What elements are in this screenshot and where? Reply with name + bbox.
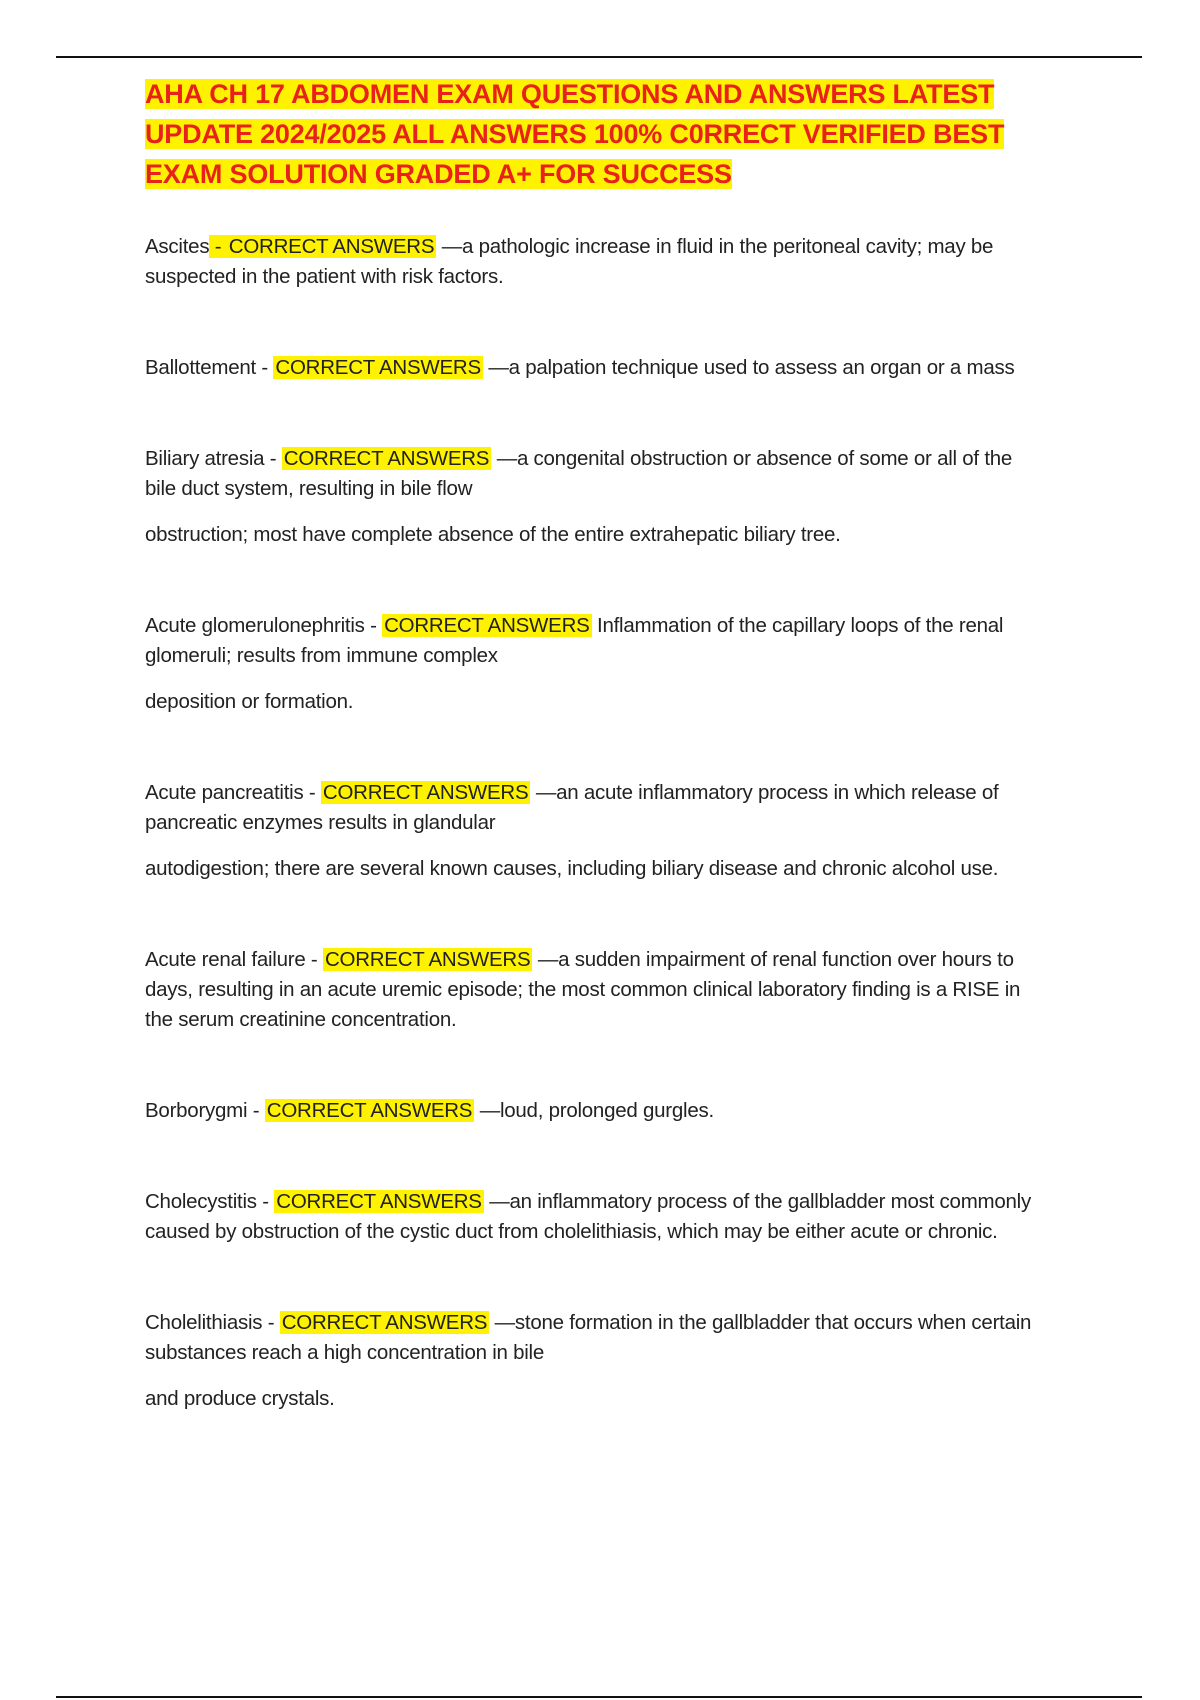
correct-answers-label: CORRECT ANSWERS [228,235,435,258]
entry-term: Ascites [145,235,210,258]
entry-term: Acute renal failure [145,948,306,971]
entry-definition-continued: autodigestion; there are several known causes, including biliary disease and chronic alcohol use. [145,857,999,880]
document-title [145,74,1045,194]
bottom-rule [56,1696,1142,1698]
entry-term: Acute pancreatitis [145,781,304,804]
top-rule [56,56,1142,58]
entry-definition: —a pathologic increase in fluid in the peritoneal cavity; may be suspected in the patient with risk factors. [145,235,994,288]
entry-definition: —loud, prolonged gurgles. [479,1099,714,1122]
title-line: EXAM SOLUTION GRADED A+ FOR SUCCESS [145,159,732,189]
entry-term: Cholelithiasis [145,1311,263,1334]
correct-answers-label: CORRECT ANSWERS [276,1190,482,1213]
glossary-entry: Acute renal failure - CORRECT ANSWERS —a sudden impairment of renal function over hours to days, resulting in an acute uremic episode; the most common clinical laboratory finding is a RISE in the serum creatinine concentration. [145,948,1021,1031]
title-line: AHA CH 17 ABDOMEN EXAM QUESTIONS AND ANSWERS LATEST [145,79,995,109]
entry-definition-continued: and produce crystals. [145,1387,335,1410]
entry-definition: —an inflammatory process of the gallbladder most commonly caused by obstruction of the cystic duct from cholelithiasis, which may be either acute or chronic. [145,1190,1031,1243]
glossary-entry: Acute glomerulonephritis - CORRECT ANSWERS Inflammation of the capillary loops of the renal glomeruli; results from immune complex deposition or formation. [145,611,1045,717]
correct-answers-label: CORRECT ANSWERS [266,1099,473,1122]
correct-answers-label: CORRECT ANSWERS [324,948,531,971]
title-line: UPDATE 2024/2025 ALL ANSWERS 100% C0RRECT VERIFIED BEST [145,119,1005,149]
correct-answers-label: CORRECT ANSWERS [283,447,490,470]
glossary-entry: Cholecystitis - CORRECT ANSWERS —an inflammatory process of the gallbladder most commonly caused by obstruction of the cystic duct from cholelithiasis, which may be either acute or chronic. [145,1190,1031,1243]
entry-definition: —an acute inflammatory process in which release of pancreatic enzymes results in glandular [145,781,999,834]
entry-definition: Inflammation of the capillary loops of the renal glomeruli; results from immune complex [145,614,1004,667]
entry-term: Ballottement [145,356,256,379]
entry-term: Biliary atresia [145,447,265,470]
glossary-entry: Ascites - CORRECT ANSWERS —a pathologic increase in fluid in the peritoneal cavity; may be suspected in the patient with risk factors. [145,235,994,288]
glossary-entry: Cholelithiasis - CORRECT ANSWERS —stone formation in the gallbladder that occurs when certain substances reach a high concentration in bile and produce crystals. [145,1308,1045,1414]
entry-definition-continued: obstruction; most have complete absence of the entire extrahepatic biliary tree. [145,523,841,546]
entry-term: Borborygmi [145,1099,248,1122]
glossary-entry: Borborygmi - CORRECT ANSWERS —loud, prolonged gurgles. [145,1099,714,1122]
glossary-entry: Acute pancreatitis - CORRECT ANSWERS —an acute inflammatory process in which release of pancreatic enzymes results in glandular autodigestion; there are several known causes, including biliary disease and chronic alcohol use. [145,778,1045,884]
entry-definition-continued: deposition or formation. [145,690,354,713]
glossary-entry: Biliary atresia - CORRECT ANSWERS —a congenital obstruction or absence of some or all of the bile duct system, resulting in bile flow obstruction; most have complete absence of the entire extrahepatic biliary tree. [145,444,1045,550]
entry-term: Cholecystitis [145,1190,257,1213]
entry-definition: —a sudden impairment of renal function over hours to days, resulting in an acute uremic episode; the most common clinical laboratory finding is a RISE in the serum creatinine concentration. [145,948,1021,1031]
entry-definition: —stone formation in the gallbladder that occurs when certain substances reach a high concentration in bile [145,1311,1032,1364]
entry-term: Acute glomerulonephritis [145,614,365,637]
entry-definition: —a congenital obstruction or absence of some or all of the bile duct system, resulting in bile flow [145,447,1013,500]
entry-definition: —a palpation technique used to assess an organ or a mass [488,356,1015,379]
glossary-entry: Ballottement - CORRECT ANSWERS —a palpation technique used to assess an organ or a mass [145,356,1015,379]
document-body [145,74,1045,1414]
correct-answers-label: CORRECT ANSWERS [275,356,481,379]
correct-answers-label: CORRECT ANSWERS [384,614,590,637]
correct-answers-label: CORRECT ANSWERS [281,1311,488,1334]
correct-answers-label: CORRECT ANSWERS [322,781,529,804]
